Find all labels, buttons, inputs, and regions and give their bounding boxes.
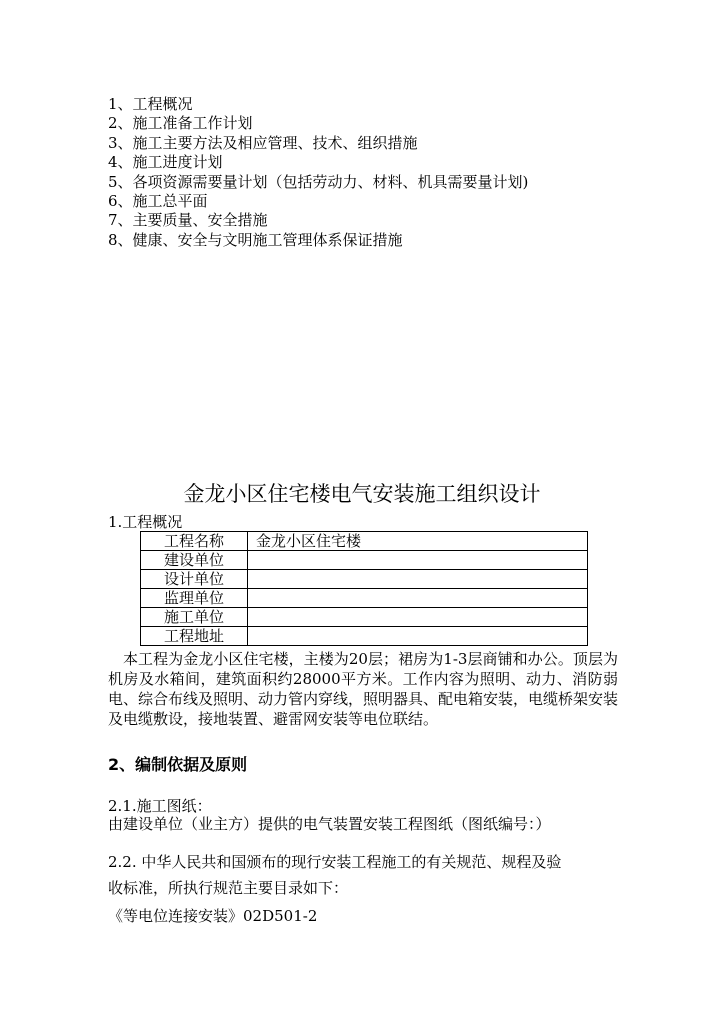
toc-item: 7、主要质量、安全措施	[108, 211, 268, 230]
table-key-cell: 工程名称	[141, 532, 248, 551]
table-key-cell: 设计单位	[141, 570, 248, 589]
table-key-cell: 监理单位	[141, 589, 248, 608]
table-value-cell: 金龙小区住宅楼	[248, 532, 588, 551]
document-title: 金龙小区住宅楼电气安装施工组织设计	[183, 482, 541, 506]
table-row	[141, 627, 588, 646]
subsection-2-1-label: 2.1.施工图纸：	[108, 797, 212, 815]
section-1-label: 1.工程概况	[108, 513, 183, 531]
table-row	[141, 532, 588, 551]
subsection-2-2-line-2: 收标准，所执行规范主要目录如下：	[108, 879, 349, 897]
table-value-cell	[248, 589, 588, 608]
table-key-cell: 施工单位	[141, 608, 248, 627]
table-of-contents	[108, 95, 528, 250]
section-2-heading: 2、编制依据及原则	[108, 755, 248, 774]
toc-item: 2、施工准备工作计划	[108, 114, 253, 133]
toc-item: 8、健康、安全与文明施工管理体系保证措施	[108, 230, 403, 249]
table-row	[141, 589, 588, 608]
table-value-cell	[248, 570, 588, 589]
table-value-cell	[248, 608, 588, 627]
table-row	[141, 551, 588, 570]
standard-reference: 《等电位连接安装》02D501-2	[108, 907, 318, 925]
table-key-cell: 工程地址	[141, 627, 248, 646]
toc-item: 5、各项资源需要量计划（包括劳动力、材料、机具需要量计划)	[108, 172, 529, 191]
toc-item: 1、工程概况	[108, 95, 193, 113]
project-info-table	[140, 531, 588, 646]
toc-item: 3、施工主要方法及相应管理、技术、组织措施	[108, 133, 418, 152]
toc-item: 6、施工总平面	[108, 192, 208, 211]
toc-item: 4、施工进度计划	[108, 153, 223, 172]
table-value-cell	[248, 627, 588, 646]
table-row	[141, 608, 588, 627]
project-overview-paragraph: 本工程为金龙小区住宅楼，主楼为20层；裙房为1-3层商铺和办公。顶层为机房及水箱间，建筑面积约28000平方米。工作内容为照明、动力、消防弱电、综合布线及照明、动力管内穿线，照明器具、配电箱安装，电缆桥架安装及电缆敷设，接地装置、避雷网安装等电位联结。	[108, 650, 619, 728]
subsection-2-1-text: 由建设单位（业主方）提供的电气装置安装工程图纸（图纸编号：）	[108, 815, 551, 833]
table-value-cell	[248, 551, 588, 570]
subsection-2-2-line-1: 2.2. 中华人民共和国颁布的现行安装工程施工的有关规范、规程及验	[108, 853, 562, 871]
table-row	[141, 570, 588, 589]
table-key-cell: 建设单位	[141, 551, 248, 570]
